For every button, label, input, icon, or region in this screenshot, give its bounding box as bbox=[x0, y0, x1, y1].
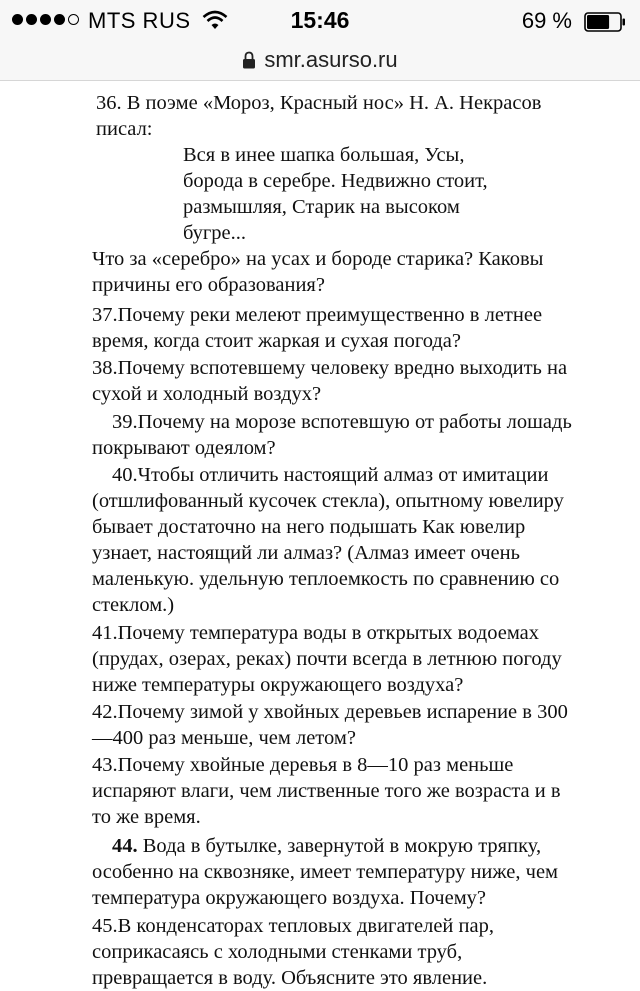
carrier-name: MTS RUS bbox=[88, 8, 191, 33]
question-41-line-3: ниже температуры окружающего воздуха? bbox=[92, 674, 464, 696]
question-44-line-1-text: Вода в бутылке, завернутой в мокрую тряпку, bbox=[137, 835, 542, 857]
question-41-line-2: (прудах, озерах, реках) почти всегда в летнюю погоду bbox=[92, 648, 562, 670]
battery-icon bbox=[584, 12, 626, 32]
question-41-line-1: 41.Почему температура воды в открытых водоемах bbox=[92, 622, 540, 644]
question-44-line-3: температура окружающего воздуха. Почему? bbox=[92, 887, 487, 909]
question-36-text-1: Что за «серебро» на усах и бороде старика? Каковы bbox=[92, 248, 544, 270]
question-42-line-1: 42.Почему зимой у хвойных деревьев испарение в 300 bbox=[92, 701, 568, 723]
question-40-line-3: бывает достаточно на него подышать Как ювелир bbox=[92, 516, 526, 538]
question-36-text-2: причины его образования? bbox=[92, 274, 325, 296]
question-44-line-1 bbox=[112, 833, 541, 859]
address-bar[interactable] bbox=[0, 40, 640, 81]
question-36-line-2: писал: bbox=[96, 118, 153, 140]
question-40-line-1: 40.Чтобы отличить настоящий алмаз от имитации bbox=[112, 464, 549, 486]
clock: 15:46 bbox=[290, 7, 350, 33]
question-42-line-2: —400 раз меньше, чем летом? bbox=[92, 727, 356, 749]
question-40-line-6: стеклом.) bbox=[92, 594, 175, 616]
question-44-line-2: особенно на сквозняке, имеет температуру ниже, чем bbox=[92, 861, 559, 883]
poem-line-4: бугре... bbox=[183, 222, 247, 244]
question-36-line-1: 36. В поэме «Мороз, Красный нос» Н. А. Некрасов bbox=[96, 92, 542, 114]
question-40-line-5: маленькую. удельную теплоемкость по сравнению со bbox=[92, 568, 560, 590]
question-43-line-3: то же время. bbox=[92, 806, 201, 828]
question-45-line-1: 45.В конденсаторах тепловых двигателей пар, bbox=[92, 915, 494, 937]
url-text[interactable]: smr.asurso.ru bbox=[264, 47, 398, 72]
question-43-line-2: испаряют влаги, чем лиственные того же возраста и в bbox=[92, 780, 561, 802]
question-39-line-1: 39.Почему на морозе вспотевшую от работы лошадь bbox=[112, 411, 572, 433]
question-40-line-4: узнает, настоящий ли алмаз? (Алмаз имеет очень bbox=[92, 542, 520, 564]
question-45-line-3: превращается в воду. Объясните это явление. bbox=[92, 967, 488, 989]
document-view[interactable] bbox=[0, 80, 640, 989]
question-39-line-2: покрывают одеялом? bbox=[92, 437, 276, 459]
question-38-line-1: 38.Почему вспотевшему человеку вредно выходить на bbox=[92, 357, 568, 379]
question-40-line-2: (отшлифованный кусочек стекла), опытному ювелиру bbox=[92, 490, 564, 512]
question-37-line-2: время, когда стоит жаркая и сухая погода? bbox=[92, 330, 462, 352]
question-44-number: 44. bbox=[112, 835, 138, 857]
question-45-line-2: соприкасаясь с холодными стенками труб, bbox=[92, 941, 463, 963]
poem-line-3: размышляя, Старик на высоком bbox=[183, 196, 460, 218]
question-43-line-1: 43.Почему хвойные деревья в 8—10 раз меньше bbox=[92, 754, 514, 776]
poem-line-2: борода в серебре. Недвижно стоит, bbox=[183, 170, 488, 192]
question-37-line-1: 37.Почему реки мелеют преимущественно в летнее bbox=[92, 304, 543, 326]
battery-percent: 69 % bbox=[521, 8, 572, 33]
poem-line-1: Вся в инее шапка большая, Усы, bbox=[183, 144, 465, 166]
battery-fill bbox=[587, 15, 609, 29]
status-bar bbox=[0, 0, 640, 40]
lock-icon bbox=[242, 51, 256, 69]
question-38-line-2: сухой и холодный воздух? bbox=[92, 383, 322, 405]
